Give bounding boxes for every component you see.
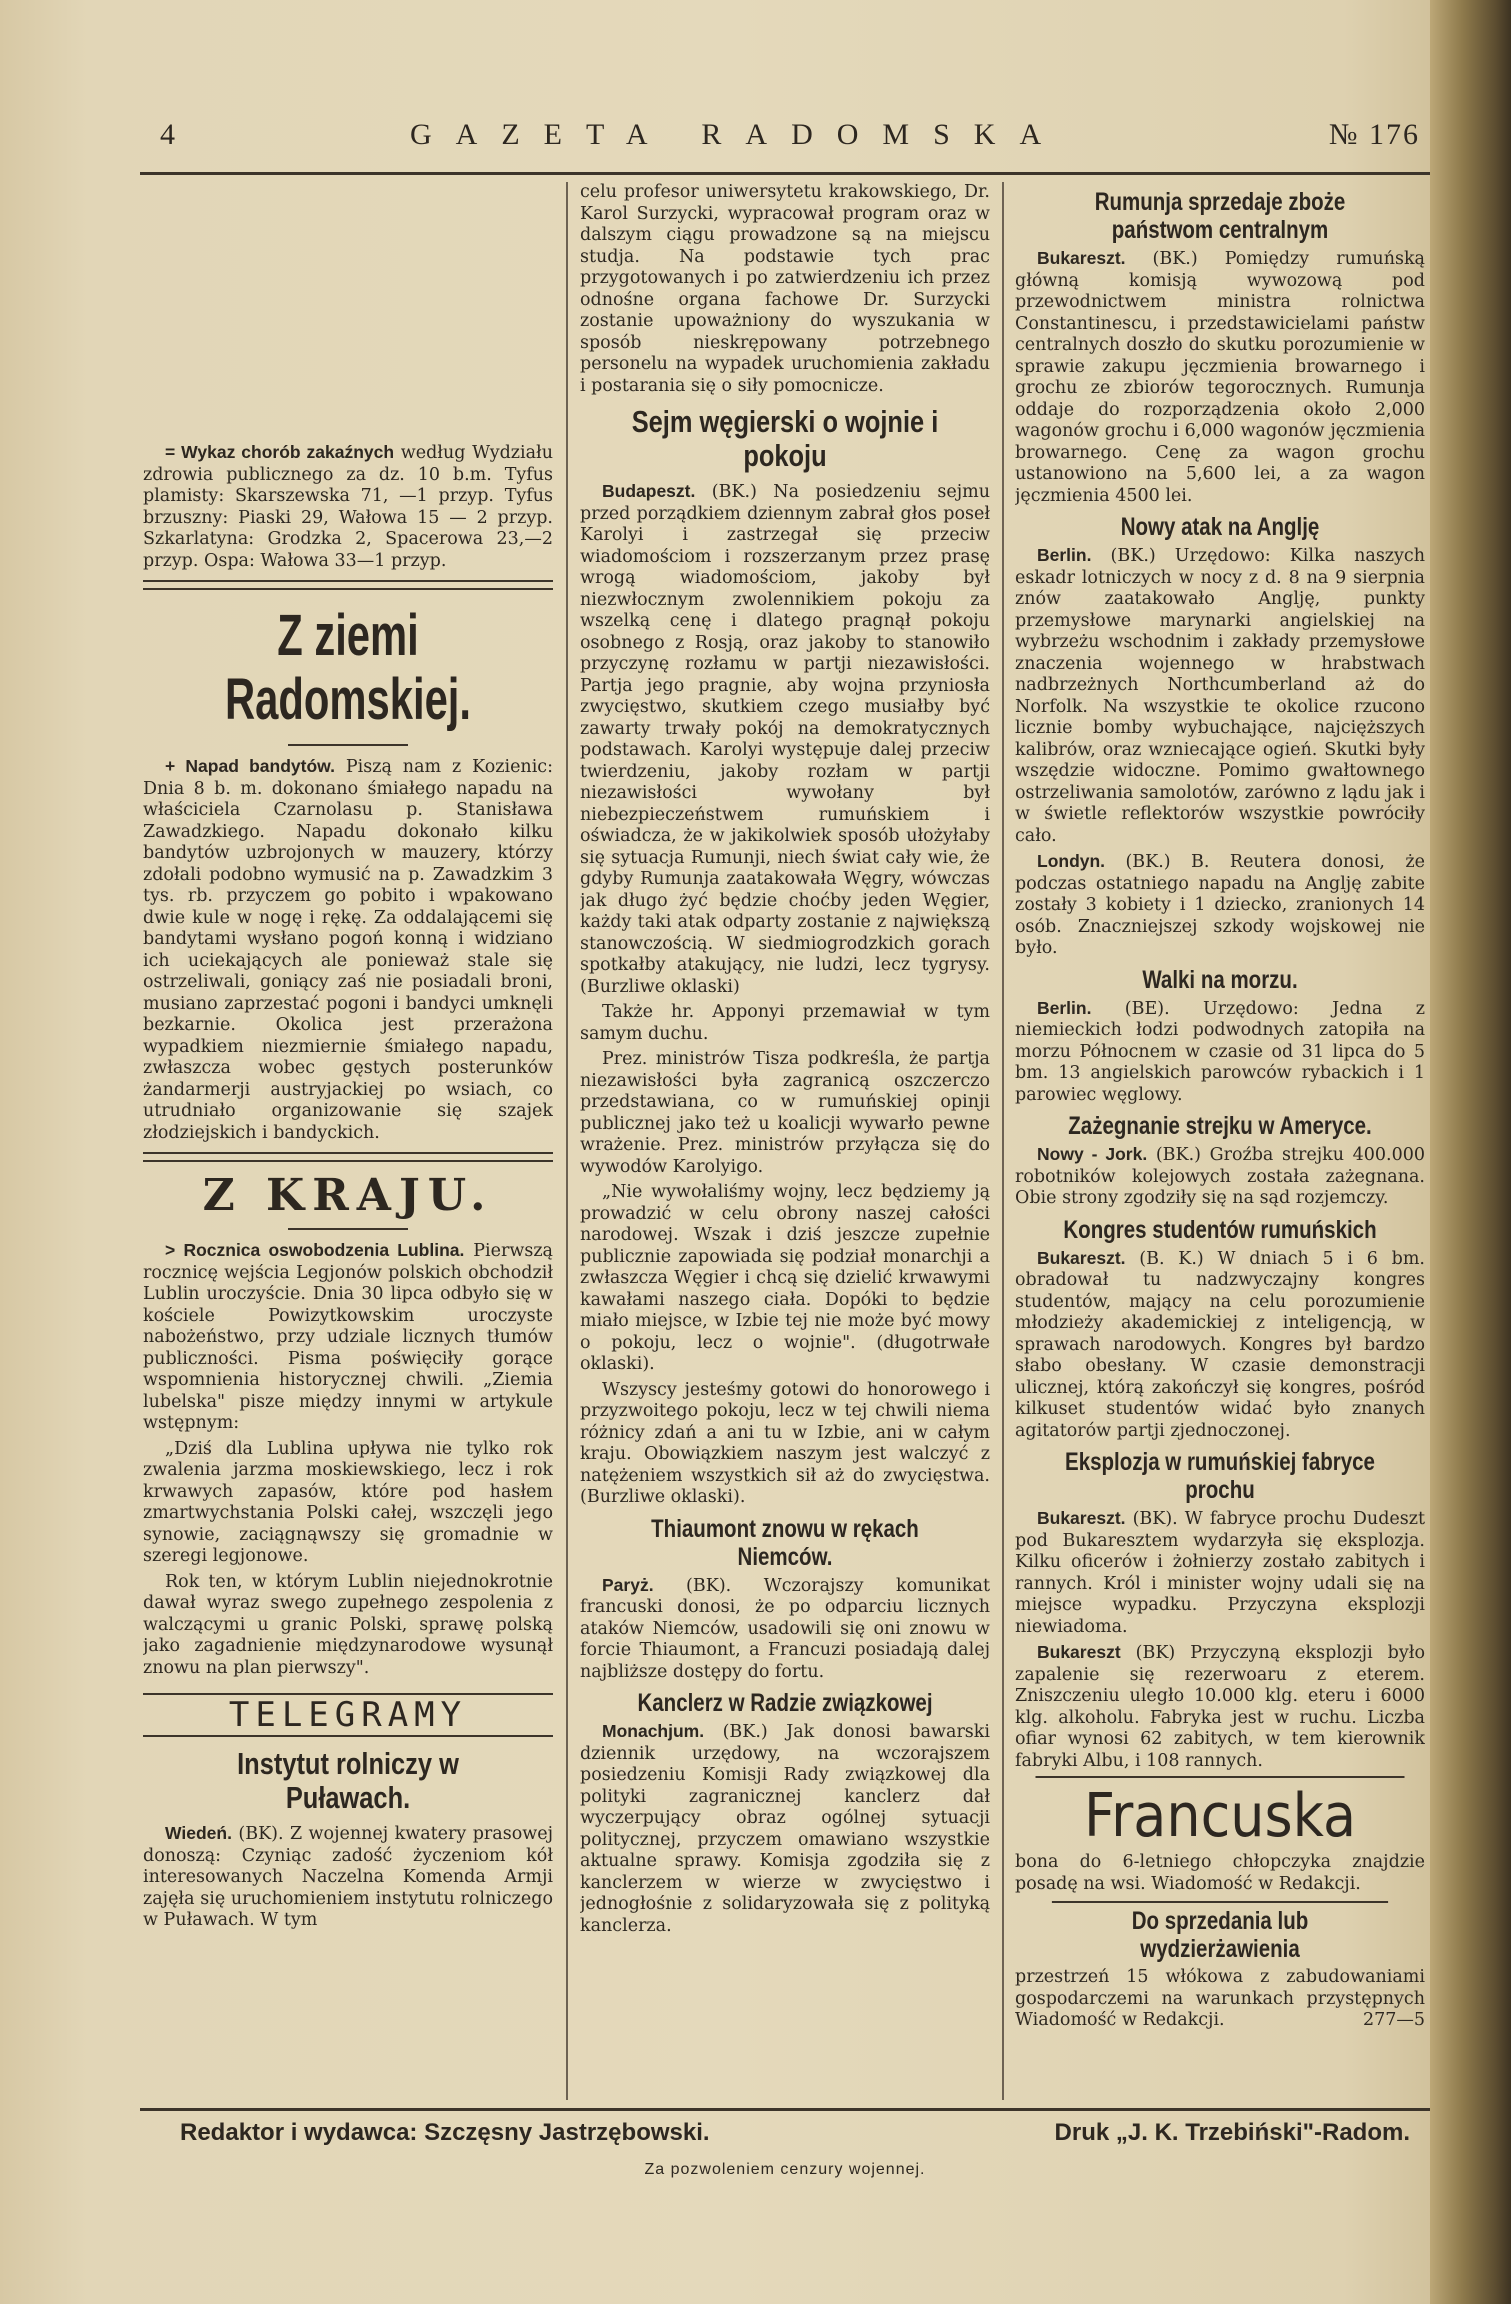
issue-number: № 176 <box>1328 118 1420 151</box>
separator <box>288 1228 408 1230</box>
article-eksplozja <box>1015 1508 1425 1638</box>
article-lead: = Wykaz chorób zakaźnych <box>165 442 395 462</box>
article-lead: Paryż. <box>602 1574 654 1595</box>
article-sejm <box>580 481 990 998</box>
page-number: 4 <box>160 118 175 151</box>
page-header <box>160 118 1420 166</box>
article-text: według Wydziału zdrowia publicznego za dz. 10 b.m. Tyfus plamisty: Skarszewska 71, —1 przyp. Tyfus brzuszny: Piaski 29, Wałowa 15 — 2 przyp. Szkarlatyna: Grodzka 2, Spacerowa 23,—2 przyp. Ospa: Wałowa 33—1 przyp. <box>143 443 553 571</box>
article-heading-strajk: Zażegnanie strejku w Ameryce. <box>1068 1112 1372 1140</box>
newspaper-title: GAZETA RADOMSKA <box>410 118 1066 151</box>
ad-text: bona do 6-letniego chłopczyka znajdzie posadę na wsi. Wiadomość w Redakcji. <box>1015 1852 1425 1894</box>
article-thiaumont <box>580 1575 990 1684</box>
article-strajk <box>1015 1144 1425 1210</box>
article-paragraph <box>1015 1642 1425 1772</box>
article-lead: Nowy - Jork. <box>1037 1144 1148 1164</box>
article-lead: Wiedeń. <box>165 1823 232 1843</box>
ad-body: przestrzeń 15 włókowa z zabudowaniami gospodarczemi na warunkach przystępnych Wiadomość w Redakcji. <box>1015 1967 1425 2030</box>
section-heading-telegramy: TELEGRAMY <box>143 1693 553 1737</box>
article-paragraph <box>1015 851 1425 960</box>
column-divider <box>566 182 568 2100</box>
blank-space <box>143 182 553 442</box>
article-lead: Berlin. <box>1037 545 1092 565</box>
article-lead: Londyn. <box>1037 851 1106 871</box>
article-paragraph: „Dziś dla Lublina upływa nie tylko rok zwalenia jarzma moskiewskiego, lecz i rok krwawych zapasów, które pod hasłem zmartwychstania Polski całej, wszczęli jego synowie, zaciągnąwszy się gromadnie w szeregi legjonowe. <box>143 1438 553 1566</box>
article-lead: Bukareszt. <box>1037 1508 1126 1528</box>
article-text: (BK.) Jak donosi bawarski dziennik urzędowy, na wczorajszem posiedzeniu Komisji Rady związkowej dla polityki zagranicznej kanclerz dał wyczerpujący obraz ogólnej sytuacji politycznej, przyczem omawiano wszystkie aktualne sprawy. Komisja zgodziła się z kanclerzem w wierze w zwycięstwo i jednogłośnie z solidaryzowała się z polityką kanclerza. <box>580 1722 990 1936</box>
header-rule <box>140 172 1430 175</box>
article-text: (BK) Przyczyną eksplozji było zapalenie się rezerwoaru z eterem. Zniszczeniu uległo 10.000 klg. eteru i 6000 klg. alkoholu. Fabryka jest w ruchu. Liczba ofiar wynosi 62 zabitych, w tem kierownik fabryki Albu, i 108 rannych. <box>1015 1643 1425 1771</box>
column-divider <box>1002 182 1004 2100</box>
article-heading-pulawy: Instytut rolniczy w Puławach. <box>237 1746 459 1815</box>
article-text: (BK.) Na posiedzeniu sejmu przed porządkiem dziennym zabrał głos poseł Karolyi i zastrzegał się przeciw wiadomościom i rozszerzanym przez prasę wrogą wiadomościom, jakoby był niezwłocznym zwolennikiem pokoju za wszelką cenę i dlatego pragnął pokoju osobnego z Rosją, oraz jakoby to stanowiło przyczynę rozłamu w partji niezawisłości. Partja jego pragnie, aby wojna przyniosła zwycięstwo, skutkiem czego musiałby być zawarty trwały pokój na demokratycznych podstawach. Karolyi występuje dalej przeciw twierdzeniu, jakoby rozłam w partji niezawisłości wywołany był niebezpieczeństwem rumuńskiem i oświadcza, że w jakikolwiek sposób ułożyłaby się sytuacja Rumunji, niech świat cały wie, że gdyby Rumunja zaatakowała Węgry, wówczas jak długo żyć będzie choćby jeden Węgier, każdy taki atak odparty zostanie z największą stanowczością. W siedmiogrodzkich gorach spotkałby atakujący, nie ludzi, lecz tygrysy. (Burzliwe oklaski) <box>580 482 990 997</box>
page-footer <box>140 2108 1430 2201</box>
article-lead: > Rocznica oswobodzenia Lublina. <box>165 1240 465 1260</box>
editor-credit: Redaktor i wydawca: Szczęsny Jastrzębowski. <box>180 2119 710 2146</box>
double-rule <box>143 1152 553 1162</box>
article-anglja <box>1015 545 1425 847</box>
ad-heading-francuska: Francuska <box>1036 1776 1405 1848</box>
article-bandits <box>143 756 553 1144</box>
article-paragraph: „Nie wywołaliśmy wojny, lecz będziemy ją prowadzić w celu obrony naszej całości narodowej. Wszak i dziś jeszcze zupełnie publicznie zapowiada się podział monarchji a zwłaszcza Węgier i chcą się dzielić krwawymi kawałami naszego ciała. Dopóki to będzie miało miejsce, w Izbie tej nie może być mowy o pokoju, lecz o wojnie". (długotrwałe oklaski). <box>580 1182 990 1374</box>
article-text: (BK.) B. Reutera donosi, że podczas ostatniego napadu na Anglję zabite zostały 3 kobiety i 1 dziecko, zranionych 14 osób. Znaczniejszej szkody wojskowej nie było. <box>1015 852 1425 958</box>
article-kongres <box>1015 1248 1425 1443</box>
article-heading-rumunja: Rumunja sprzedaje zboże państwom centralnym <box>1094 188 1346 244</box>
article-text: (B. K.) W dniach 5 i 6 bm. obradował tu nadzwyczajny kongres studentów, mający na celu porozumienie młodzieży akademickiej z inteligencją, w sprawach narodowych. Kongres był bardzo słabo obesłany. W czasie demonstracji ulicznej, którą zakończył się kongres, pośród kilkuset studentów widać było znanych agitatorów partji zjednoczonej. <box>1015 1248 1425 1441</box>
article-heading-sejm: Sejm węgierski o wojnie i pokoju <box>631 404 939 473</box>
printer-credit: Druk „J. K. Trzebiński"-Radom. <box>1054 2119 1410 2146</box>
article-paragraph: Wszyscy jesteśmy gotowi do honorowego i przyzwoitego pokoju, lecz w tej chwili niema różnicy zdań a ani tu w Izbie, ani w całym kraju. Obowiązkiem naszym jest walczyć z natężeniem wszystkich sił aż do zwycięstwa. (Burzliwe oklaski). <box>580 1379 990 1507</box>
article-text: (BK). Wczorajszy komunikat francuski donosi, że po odparciu licznych ataków Niemców, usadowili się oni znowu w forcie Thiaumont, a Francuzi posiadają dalej najbliższe dostępy do fortu. <box>580 1575 990 1682</box>
article-heading-thiaumont: Thiaumont znowu w rękach Niemców. <box>651 1514 919 1571</box>
article-lublin <box>143 1240 553 1435</box>
article-heading-anglja: Nowy atak na Anglję <box>1120 513 1320 541</box>
article-text: (BK). W fabryce prochu Dudeszt pod Bukaresztem wydarzyła się eksplozja. Kilku oficerów i żołnierzy zostało zabitych i rannych. Król i minister wojny udali się na miejsce wypadku. Przyczyna eksplozji niewiadoma. <box>1015 1509 1425 1637</box>
ad-heading-sprzedanie: Do sprzedania lub wydzierżawienia <box>1052 1901 1388 1963</box>
article-lead: Monachjum. <box>602 1721 705 1741</box>
ad-code: 277—5 <box>1362 2010 1425 2030</box>
article-text: (BE). Urzędowo: Jedna z niemieckich łodzi podwodnych zatopiła na morzu Północnem w czasie od 31 lipca do 5 bm. 13 angielskich parowców rybackich i 1 parowiec węglowy. <box>1015 998 1425 1105</box>
double-rule <box>143 580 553 590</box>
censor-note: Za pozwoleniem cenzury wojennej. <box>644 2161 926 2178</box>
article-lead: Bukareszt. <box>1037 1247 1126 1268</box>
article-heading-kanclerz: Kanclerz w Radzie związkowej <box>637 1689 933 1717</box>
article-paragraph: Prez. ministrów Tisza podkreśla, że partja niezawisłości była zagranicą oszczerczo przedstawiana, co w rumuńskiej opinji publicznej jako też u koalicji wywarło pewne wrażenie. Prez. ministrów przyłącza się do wywodów Karolyigo. <box>580 1049 990 1177</box>
article-lead: + Napad bandytów. <box>165 756 335 776</box>
article-paragraph: Rok ten, w którym Lublin niejednokrotnie dawał wyraz swego zupełnego zespolenia z walczącymi u granic Polski, sprawę polską jako zagadnienie międzynarodowe wysunął znowu na plan pierwszy". <box>143 1571 553 1678</box>
article-text: (BK.) Urzędowo: Kilka naszych eskadr lotniczych w nocy z d. 8 na 9 sierpnia znów zaatakowało Anglję, punkty przemysłowe marynarki angielskiej na wybrzeżu wschodnim i zakłady przemysłowe znaczenia wojennego w hrabstwach nadbrzeżnych Northcumberland aż do Norfolk. Na wszystkie te okolice rzucono licznie bomby wybuchające, najcięższych kalibrów, oraz wzniecające ogień. Skutki były wszędzie widoczne. Pomimo gwałtownego ostrzeliwania samolotów, zarówno z lądu jak i w świetle reflektorów wszystkie powróciły cało. <box>1015 546 1425 846</box>
article-continuation: celu profesor uniwersytetu krakowskiego, Dr. Karol Surzycki, wypracował program oraz w dalszym ciągu prowadzone są na miejscu studja. Na podstawie tych prac przygotowanych i po zatwierdzeniu ich przez odnośne organa fachowe Dr. Surzycki zostanie upoważniony do wyszukania w sposób nieskrępowany potrzebnego personelu na wypadek uruchomienia zakładu i postarania się o siły pomocnicze. <box>580 182 990 396</box>
article-text: (BK). Z wojennej kwatery prasowej donoszą: Czyniąc zadość życzeniom kół interesowanych Naczelna Komenda Armji zajęła się uruchomieniem instytutu rolniczego w Puławach. W tym <box>143 1824 553 1930</box>
article-lead: Bukareszt. <box>1037 248 1126 268</box>
ad-text <box>1015 1967 1425 2032</box>
separator <box>288 744 408 746</box>
article-heading-eksplozja: Eksplozja w rumuńskiej fabryce prochu <box>1065 1448 1375 1504</box>
column-1 <box>143 182 553 2100</box>
article-text: (BK.) Groźba strejku 400.000 robotników kolejowych została zażegnana. Obie strony zgodziły się na sąd rozjemczy. <box>1015 1145 1425 1208</box>
article-pulawy <box>143 1823 553 1932</box>
article-diseases <box>143 442 553 572</box>
article-rumunja <box>1015 248 1425 507</box>
article-text: Pierwszą rocznicę wejścia Legjonów polskich obchodził Lublin uroczyście. Dnia 30 lipca odbyło się w kościele Powizytkowskim uroczyste nabożeństwo, przy udziale licznych tłumów publiczności. Pisma poświęciły gorące wspomnienia historycznej chwili. „Ziemia lubelska" pisze między innymi w artykule wstępnym: <box>143 1241 553 1433</box>
column-2 <box>580 182 990 2100</box>
article-paragraph: Także hr. Apponyi przemawiał w tym samym duchu. <box>580 1002 990 1044</box>
article-lead: Bukareszt <box>1037 1642 1121 1662</box>
article-text: (BK.) Pomiędzy rumuńską główną komisją wywozową pod przewodnictwem ministra rolnictwa Constantinescu, i przedstawicielami państw centralnych doszło do skutku porozumienie w sprawie zakupu jęczmienia browarnego i grochu ze zbiorów tegorocznych. Rumunja oddaje do rozporządzenia około 2,000 wagonów grochu i 6,000 wagonów jęczmienia browarnego. Cenę za wagon grochu ustanowiono na 5,600 lei, a za wagon jęczmienia 4500 lei. <box>1015 249 1425 506</box>
article-lead: Berlin. <box>1037 997 1092 1018</box>
book-spine <box>1430 0 1511 2304</box>
article-text: Piszą nam z Kozienic: Dnia 8 b. m. dokonano śmiałego napadu na właściciela Czarnolasu p. Stanisława Zawadzkiego. Napadu dokonało kilku bandytów uzbrojonych w mauzery, którzy zdołali podobno wymusić na p. Zawadzkim 3 tys. rb. przyczem go pobito i wpakowano dwie kule w nogę i rękę. Za oddalającemi się bandytami wysłano pogoń konną i widziano ich uciekających ale ponieważ stale się ostrzeliwali, goniący zaś nie posiadali broni, musiano zaprzestać pogoni i bandyci umknęli bezkarnie. Okolica jest przerażona wypadkiem niezmiernie śmiałego napadu, zwłaszcza wobec gęstych posterunków żandarmerji austryjackiej po wsiach, co utrudniało organizowanie się szajek złodziejskich i bandyckich. <box>143 757 553 1143</box>
article-kanclerz <box>580 1721 990 1937</box>
article-heading-morze: Walki na morzu. <box>1142 965 1298 994</box>
article-lead: Budapeszt. <box>602 481 696 501</box>
section-heading-kraju: Z KRAJU. <box>202 1170 494 1221</box>
section-heading-ziemi: Z ziemi Radomskiej. <box>224 603 472 732</box>
article-heading-kongres: Kongres studentów rumuńskich <box>1063 1215 1377 1244</box>
column-3 <box>1015 182 1425 2100</box>
article-morze <box>1015 998 1425 1107</box>
